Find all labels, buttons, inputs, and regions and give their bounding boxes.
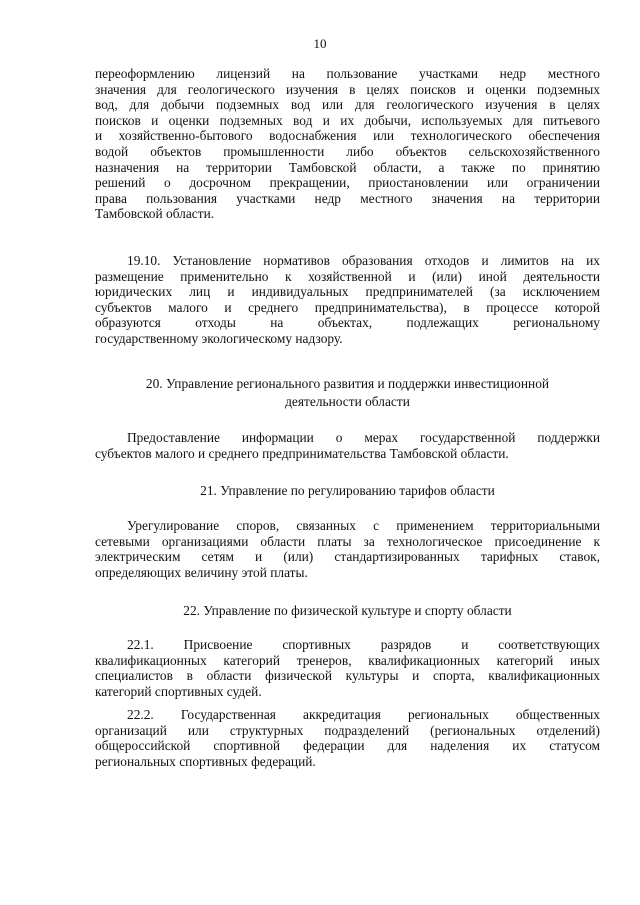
section-heading-20-line1: 20. Управление регионального развития и поддержки инвестиционной [145,376,550,391]
text-line: сетевыми организациями области платы за технологическое присоединение к [95,533,600,549]
section-heading-20-line2: деятельности области [285,394,410,409]
text-line: субъектов малого и среднего предпринимательства Тамбовской области. [95,445,509,461]
text-line: 22.1. Присвоение спортивных разрядов и соответствующих [127,637,600,652]
paragraph-section-20 [95,430,600,461]
paragraph-22-2 [95,707,600,769]
text-line: размещение применительно к хозяйственной и (или) иной деятельности [95,268,600,284]
text-line: поисков и оценки подземных вод и их добычи, используемых для питьевого [95,112,600,128]
paragraph-section-21 [95,518,600,580]
text-line: государственному экологическому надзору. [95,330,343,346]
page-number: 10 [313,36,327,51]
section-heading-22: 22. Управление по физической культуре и спорту области [183,603,512,618]
text-line: назначения на территории Тамбовской области, а также по принятию [95,159,600,175]
text-line: водой объектов промышленности либо объектов сельскохозяйственного [95,143,600,159]
text-line: юридических лиц и индивидуальных предпринимателей (за исключением [95,284,600,300]
text-line: организаций или структурных подразделений (региональных отделений) [95,722,600,738]
text-line: Предоставление информации о мерах государственной поддержки [127,430,600,445]
text-line: электрическим сетям и (или) стандартизированных тарифных ставок, [95,549,600,565]
section-heading-21: 21. Управление по регулированию тарифов области [200,483,495,498]
text-line: переоформлению лицензий на пользование участками недр местного [95,66,600,81]
paragraph-19-10 [95,253,600,347]
text-line: права пользования участками недр местного значения на территории [95,190,600,206]
text-line: и хозяйственно-бытового водоснабжения или технологического обеспечения [95,128,600,144]
paragraph-22-1 [95,637,600,699]
text-line: Урегулирование споров, связанных с применением территориальными [127,518,600,533]
paragraph-continuation [95,66,600,222]
text-line: Тамбовской области. [95,206,215,222]
text-line: категорий спортивных судей. [95,683,262,699]
text-line: субъектов малого и среднего предпринимательства), в процессе которой [95,299,600,315]
text-line: региональных спортивных федераций. [95,753,316,769]
text-line: решений о досрочном прекращении, приостановлении или ограничении [95,175,600,191]
text-line: образуются отходы на объектах, подлежащих региональному [95,315,600,331]
text-line: квалификационных категорий тренеров, квалификационных категорий иных [95,652,600,668]
text-line: 19.10. Установление нормативов образования отходов и лимитов на их [127,253,600,268]
text-line: значения для геологического изучения в целях поисков и оценки подземных [95,81,600,97]
text-line: общероссийской спортивной федерации для наделения их статусом [95,738,600,754]
text-line: определяющих величину этой платы. [95,564,308,580]
text-line: вод, для добычи подземных вод или для геологического изучения в целях [95,97,600,113]
text-line: 22.2. Государственная аккредитация региональных общественных [127,707,600,722]
text-line: специалистов в области физической культуры и спорта, квалификационных [95,668,600,684]
